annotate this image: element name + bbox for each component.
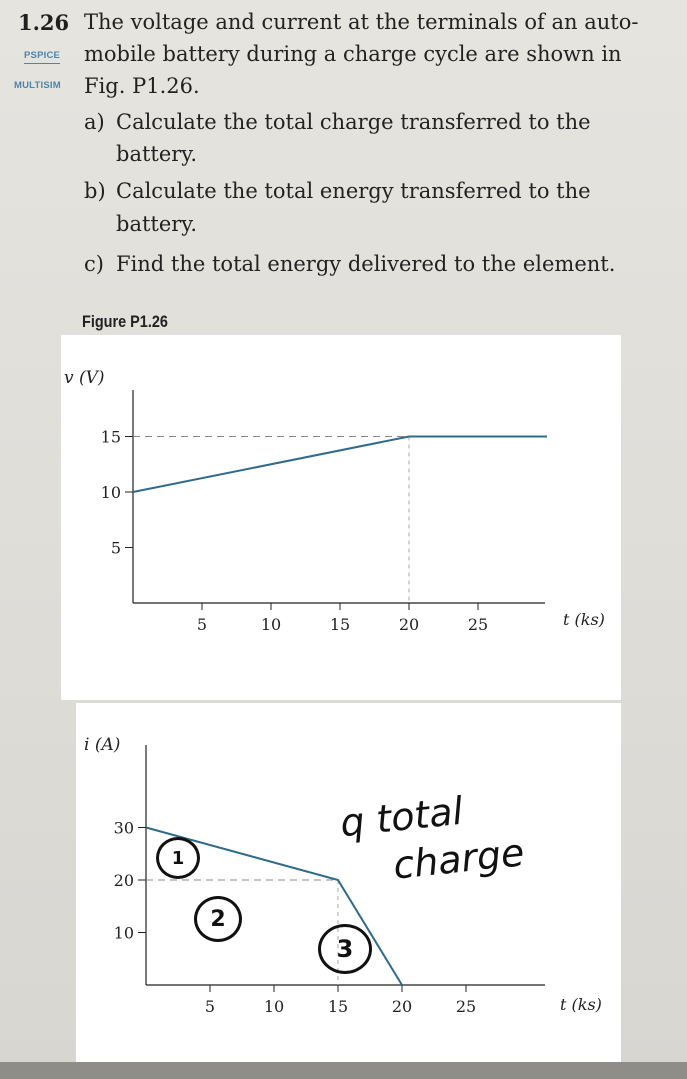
part-a-text-1: Calculate the total charge transferred to the xyxy=(116,110,591,134)
figure-label: Figure P1.26 xyxy=(82,312,168,331)
v-x-axis-label: t (ks) xyxy=(563,610,605,629)
problem-text-line-1: The voltage and current at the terminals of an auto- xyxy=(84,10,639,34)
circled-number-1: 1 xyxy=(156,837,200,879)
v-x-tick-label: 10 xyxy=(260,615,282,634)
i-x-tick-label: 25 xyxy=(455,997,477,1016)
i-y-tick-label: 30 xyxy=(113,818,134,838)
i-x-tick-label: 20 xyxy=(391,997,413,1016)
part-b-label: b) xyxy=(84,179,106,203)
i-x-axis-label: t (ks) xyxy=(560,995,602,1014)
v-y-tick-label: 10 xyxy=(100,483,121,502)
problem-number: 1.26 xyxy=(18,10,70,35)
problem-text-line-3: Fig. P1.26. xyxy=(84,74,200,98)
i-y-tick-label: 20 xyxy=(113,871,134,890)
circled-number-3: 3 xyxy=(318,924,372,974)
problem-text-line-2: mobile battery during a charge cycle are shown in xyxy=(84,42,622,66)
part-a-text-2: battery. xyxy=(116,142,198,166)
multisim-tag: MULTISIM xyxy=(14,80,61,91)
handwritten-q-total: q total xyxy=(338,788,466,846)
circled-number-2: 2 xyxy=(194,896,242,942)
v-y-tick-label: 5 xyxy=(110,538,121,558)
v-y-axis-label: v (V) xyxy=(64,368,105,388)
i-y-axis-label: i (A) xyxy=(84,735,121,755)
v-x-tick-label: 20 xyxy=(398,615,420,634)
v-x-tick-label: 25 xyxy=(467,615,489,634)
v-y-tick-label: 15 xyxy=(100,427,121,447)
part-a-label: a) xyxy=(84,110,105,134)
part-c-label: c) xyxy=(84,252,104,276)
i-x-tick-label: 5 xyxy=(204,997,216,1016)
i-x-tick-label: 10 xyxy=(263,997,285,1016)
handwritten-charge: charge xyxy=(391,830,527,888)
pspice-tag: PSPICE xyxy=(24,50,60,64)
part-b-text-1: Calculate the total energy transferred to the xyxy=(116,179,591,203)
i-x-tick-label: 15 xyxy=(327,997,349,1016)
part-b-text-2: battery. xyxy=(116,212,198,236)
bottom-edge xyxy=(0,1062,687,1079)
v-x-tick-label: 15 xyxy=(329,615,351,634)
v-x-tick-label: 5 xyxy=(196,615,208,634)
part-c-text: Find the total energy delivered to the element. xyxy=(116,252,616,276)
i-y-tick-label: 10 xyxy=(113,923,134,943)
